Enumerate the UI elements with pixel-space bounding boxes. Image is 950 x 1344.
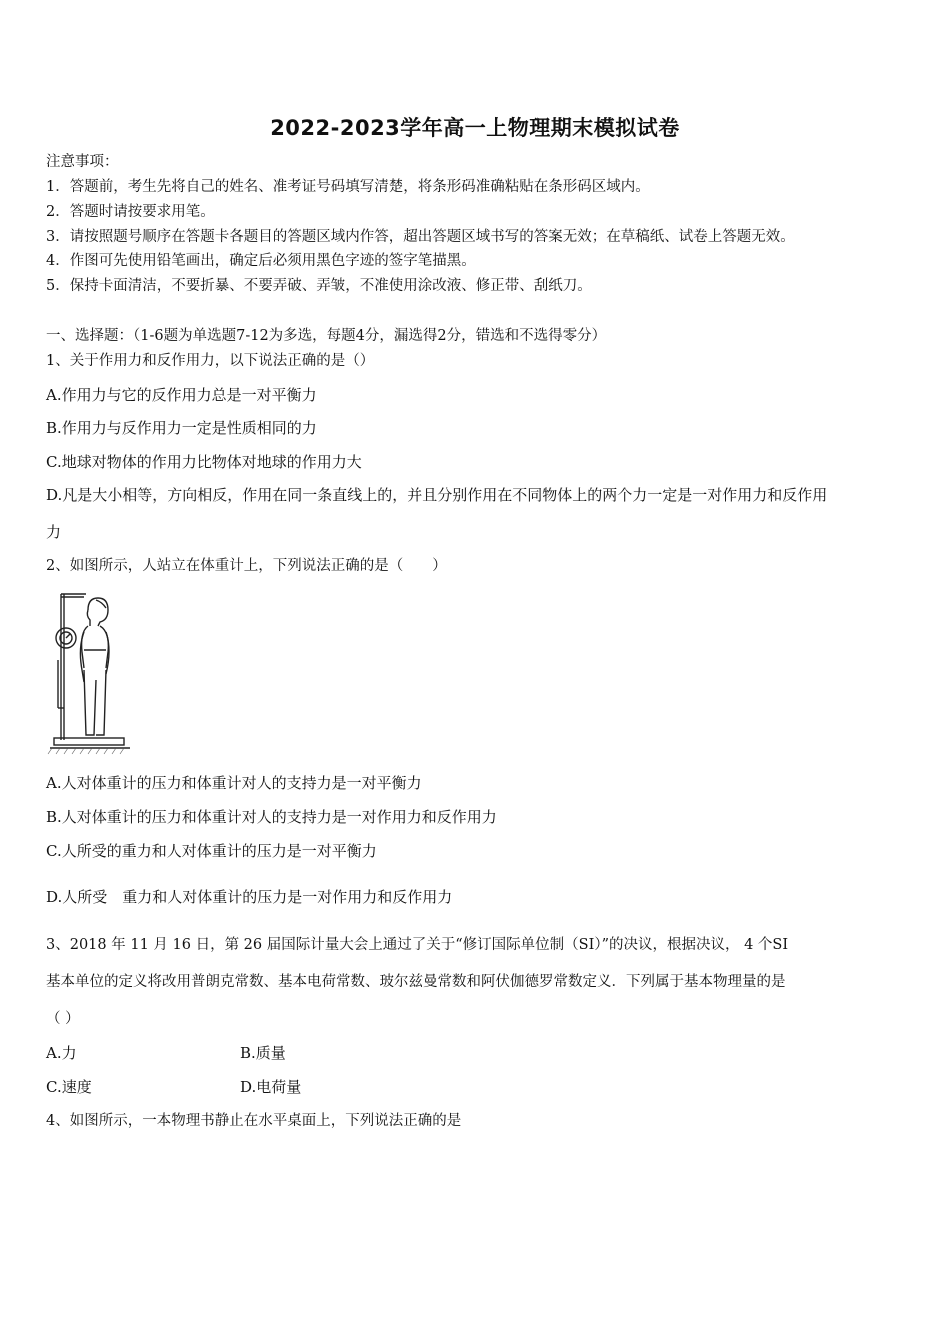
- q1-option-b: B.作用力与反作用力一定是性质相同的力: [46, 419, 317, 437]
- notice-item-5: 5．保持卡面清洁，不要折暴、不要弄破、弄皱，不准使用涂改液、修正带、刮纸刀。: [46, 278, 592, 294]
- q2-option-d: D.人所受 重力和人对体重计的压力是一对作用力和反作用力: [46, 888, 453, 906]
- q2-option-b: B.人对体重计的压力和体重计对人的支持力是一对作用力和反作用力: [46, 808, 497, 826]
- notice-item-3: 3．请按照题号顺序在答题卡各题目的答题区域内作答，超出答题区域书写的答案无效；在草稿纸、试卷上答题无效。: [46, 229, 795, 245]
- q1-option-d: D.凡是大小相等，方向相反，作用在同一条直线上的，并且分别作用在不同物体上的两个力一定是一对作用力和反作用: [46, 486, 828, 504]
- q3-option-b: B.质量: [240, 1044, 286, 1062]
- q1-stem: 1、关于作用力和反作用力，以下说法正确的是（）: [46, 353, 375, 369]
- q3-stem-line-1: 3、2018 年 11 月 16 日，第 26 届国际计量大会上通过了关于“修订国际单位制（SI）”的决议，根据决议， 4 个SI: [46, 937, 789, 953]
- q2-stem: 2、如图所示，人站立在体重计上，下列说法正确的是（ ）: [46, 558, 447, 574]
- q2-option-a: A.人对体重计的压力和体重计对人的支持力是一对平衡力: [46, 774, 422, 792]
- q3-option-c: C.速度: [46, 1078, 92, 1096]
- notice-heading: 注意事项：: [46, 154, 119, 170]
- notice-item-1: 1．答题前，考生先将自己的姓名、准考证号码填写清楚，将条形码准确粘贴在条形码区域内。: [46, 179, 650, 195]
- q2-option-c: C.人所受的重力和人对体重计的压力是一对平衡力: [46, 842, 377, 860]
- q3-option-d: D.电荷量: [240, 1078, 302, 1096]
- page-title: 2022-2023学年高一上物理期末模拟试卷: [270, 116, 680, 140]
- q3-stem-line-3: （ ）: [46, 1011, 80, 1027]
- q1-option-a: A.作用力与它的反作用力总是一对平衡力: [46, 386, 317, 404]
- q3-option-a: A.力: [46, 1044, 77, 1062]
- section-heading: 一、选择题：（1-6题为单选题7-12为多选，每题4分，漏选得2分，错选和不选得零分）: [46, 328, 607, 344]
- q3-options-row-1: [46, 1043, 77, 1063]
- q3-stem-line-2: 基本单位的定义将改用普朗克常数、基本电荷常数、玻尔兹曼常数和阿伏伽德罗常数定义．下列属于基本物理量的是: [46, 974, 786, 990]
- notice-item-2: 2．答题时请按要求用笔。: [46, 204, 215, 220]
- notice-item-4: 4．作图可先使用铅笔画出，确定后必须用黑色字迹的签字笔描黑。: [46, 253, 476, 269]
- q1-option-c: C.地球对物体的作用力比物体对地球的作用力大: [46, 453, 362, 471]
- q1-option-d-cont: 力: [46, 523, 62, 541]
- q4-stem: 4、如图所示，一本物理书静止在水平桌面上，下列说法正确的是: [46, 1113, 462, 1129]
- person-on-scale-figure: [44, 590, 134, 760]
